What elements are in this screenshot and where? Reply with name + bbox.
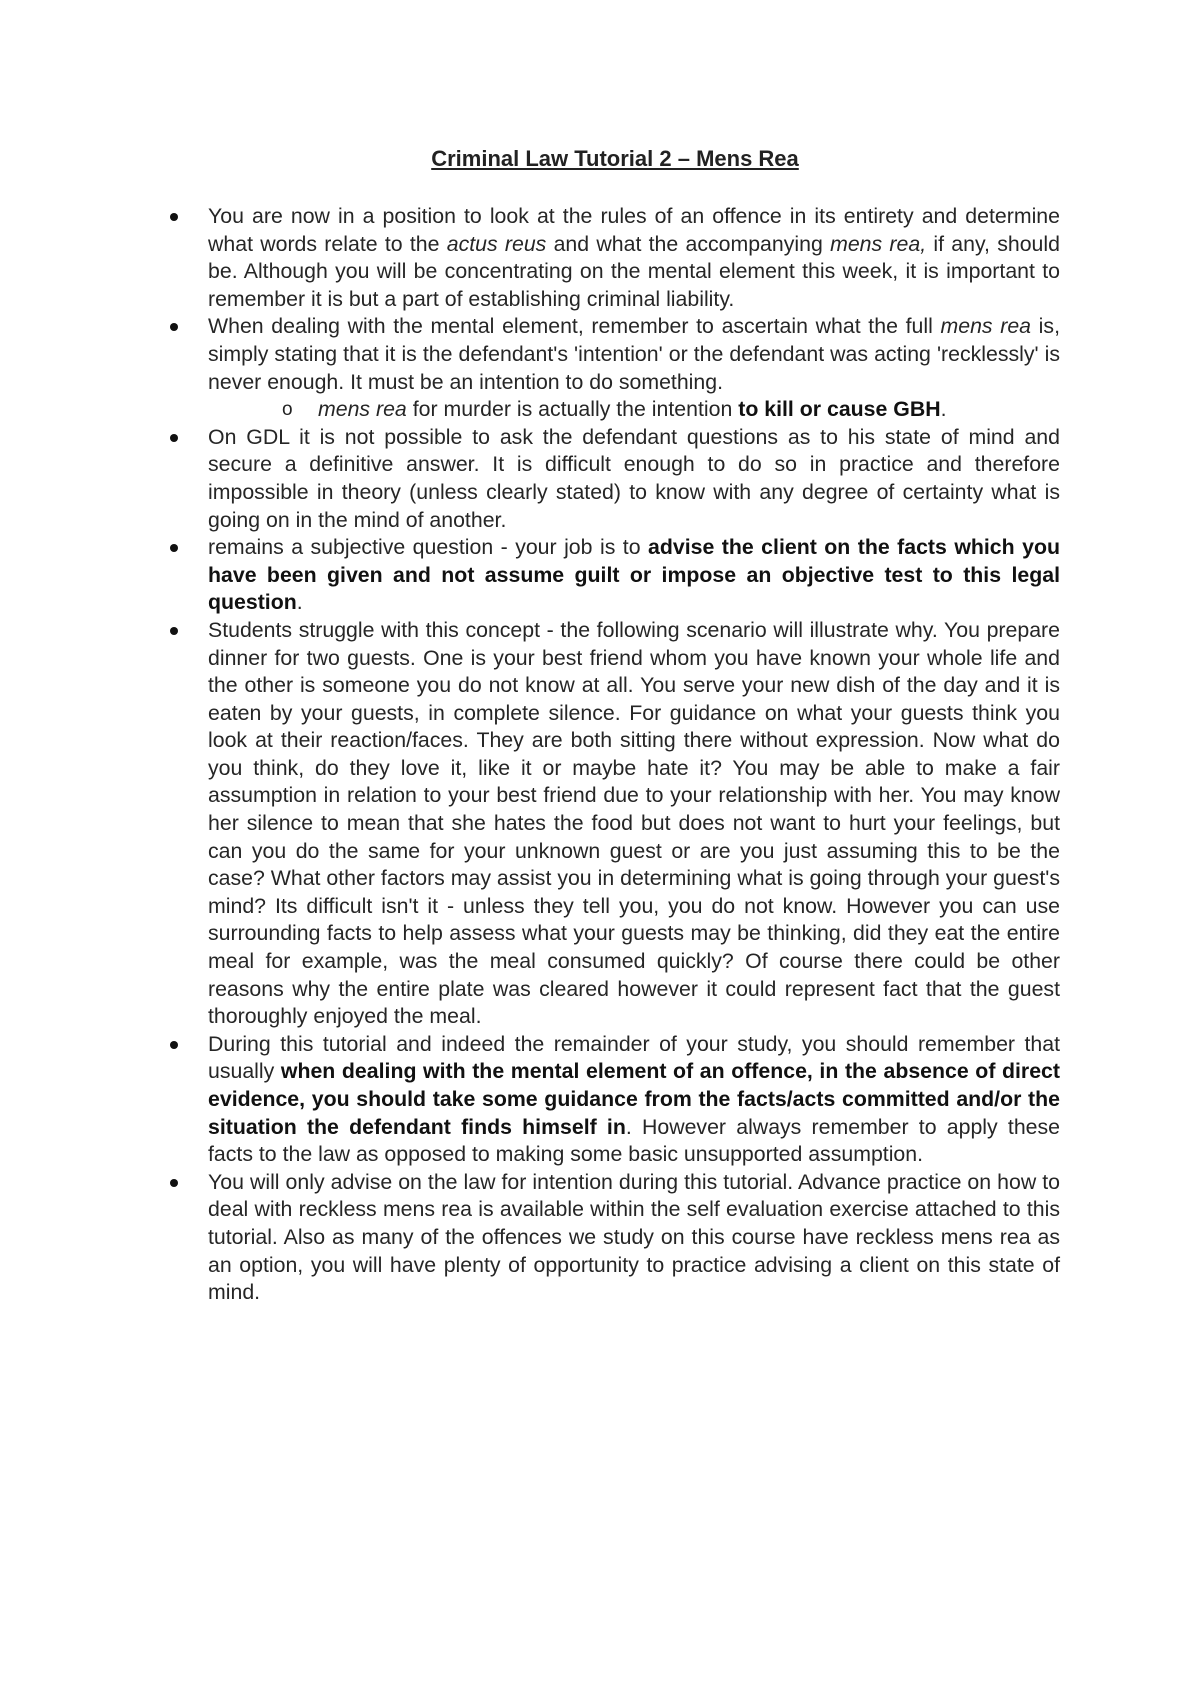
text-run: . [296,590,303,615]
bullet-text [208,204,1060,311]
bullet-dot-icon [170,1179,178,1187]
text-run: remains a subjective question - your job is to [208,535,649,560]
bullet-list [208,203,1060,1307]
bullet-item-1 [208,203,1060,313]
bullet-item-4 [208,534,1060,617]
bullet-dot-icon [170,213,178,221]
bullet-item-3 [208,424,1060,534]
bullet-dot-icon [170,323,178,331]
italic-text: mens rea [318,397,407,422]
bullet-item-6 [208,1031,1060,1169]
text-run: is, simply stating that it is the defendant's 'intention' or the defendant was acting 'recklessly' is never enough. It must be an intention to do something. [208,314,1060,394]
text-run: for murder is actually the intention [406,397,739,422]
bullet-dot-icon [170,627,178,635]
italic-text: mens rea [940,314,1032,339]
bullet-text [208,425,1060,532]
bullet-dot-icon [170,544,178,552]
circle-bullet-icon: o [282,399,293,421]
text-run: When dealing with the mental element, remember to ascertain what the full [208,314,941,339]
italic-text: actus reus [446,231,547,256]
bullet-text [208,1032,1060,1166]
bullet-dot-icon [170,1041,178,1049]
bullet-dot-icon [170,434,178,442]
text-run: . [940,397,947,422]
text-run: . However always remember to apply these facts to the law as opposed to making some basic unsupported assumption. [208,1114,1060,1167]
text-run: You are now in a position to look at the rules of an offence in its entirety and determine what words relate to the [208,204,1060,256]
text-run: if any, should be. Although you will be concentrating on the mental element this week, it is important to remember it is but a part of establishing criminal liability. [208,231,1060,311]
text-run: and what the accompanying [546,231,831,256]
bullet-text [208,618,1060,1028]
sub-bullet-item [208,396,1060,424]
text-run: You will only advise on the law for intention during this tutorial. Advance practice on how to deal with reckless mens rea is available within the self evaluation exercise attached to this tutorial. Also as many of the offences we study on this course have reckless mens rea as an option, you will have plenty of opportunity to practice advising a client on this state of mind. [208,1169,1060,1305]
sub-bullet-text [318,397,947,421]
bullet-item-7 [208,1169,1060,1307]
bold-text: to kill or cause GBH [738,397,941,422]
bullet-text [208,314,1060,393]
bullet-text [208,535,1060,614]
italic-text: mens rea, [830,231,927,256]
bold-text: when dealing with the mental element of an offence, in the absence of direct evidence, you should take some guidance from the facts/acts committed and/or the situation the defendant finds himself in [208,1059,1060,1139]
text-run: During this tutorial and indeed the remainder of your study, you should remember that usually [208,1031,1060,1084]
text-run: On GDL it is not possible to ask the defendant questions as to his state of mind and secure a definitive answer. It is difficult enough to do so in practice and therefore impossible in theory (unless clearly stated) to know with any degree of certainty what is going on in the mind of another. [208,424,1060,532]
bullet-item-2 [208,313,1060,396]
text-run: Students struggle with this concept - the following scenario will illustrate why. You prepare dinner for two guests. One is your best friend whom you have known your whole life and the other is someone you do not know at all. You serve your new dish of the day and it is eaten by your guests, in complete silence. For guidance on what your guests think you look at their reaction/faces. They are both sitting there without expression. Now what do you think, do they love it, like it or maybe hate it? You may be able to make a fair assumption in relation to your best friend due to your relationship with her. You may know her silence to mean that she hates the food but does not want to hurt your feelings, but can you do the same for your unknown guest or are you just assuming this to be the case? What other factors may assist you in determining what is going through your guest's mind? Its difficult isn't it - unless they tell you, you do not know. However you can use surrounding facts to help assess what your guests may be thinking, did they eat the entire meal for example, was the meal consumed quickly? Of course there could be other reasons why the entire plate was cleared however it could represent fact that the guest thoroughly enjoyed the meal. [208,617,1060,1029]
bullet-text [208,1170,1060,1304]
bold-text: advise the client on the facts which you have been given and not assume guilt or impose an objective test to this legal question [208,535,1060,615]
bullet-item-5 [208,617,1060,1031]
document-title: Criminal Law Tutorial 2 – Mens Rea [431,146,799,171]
